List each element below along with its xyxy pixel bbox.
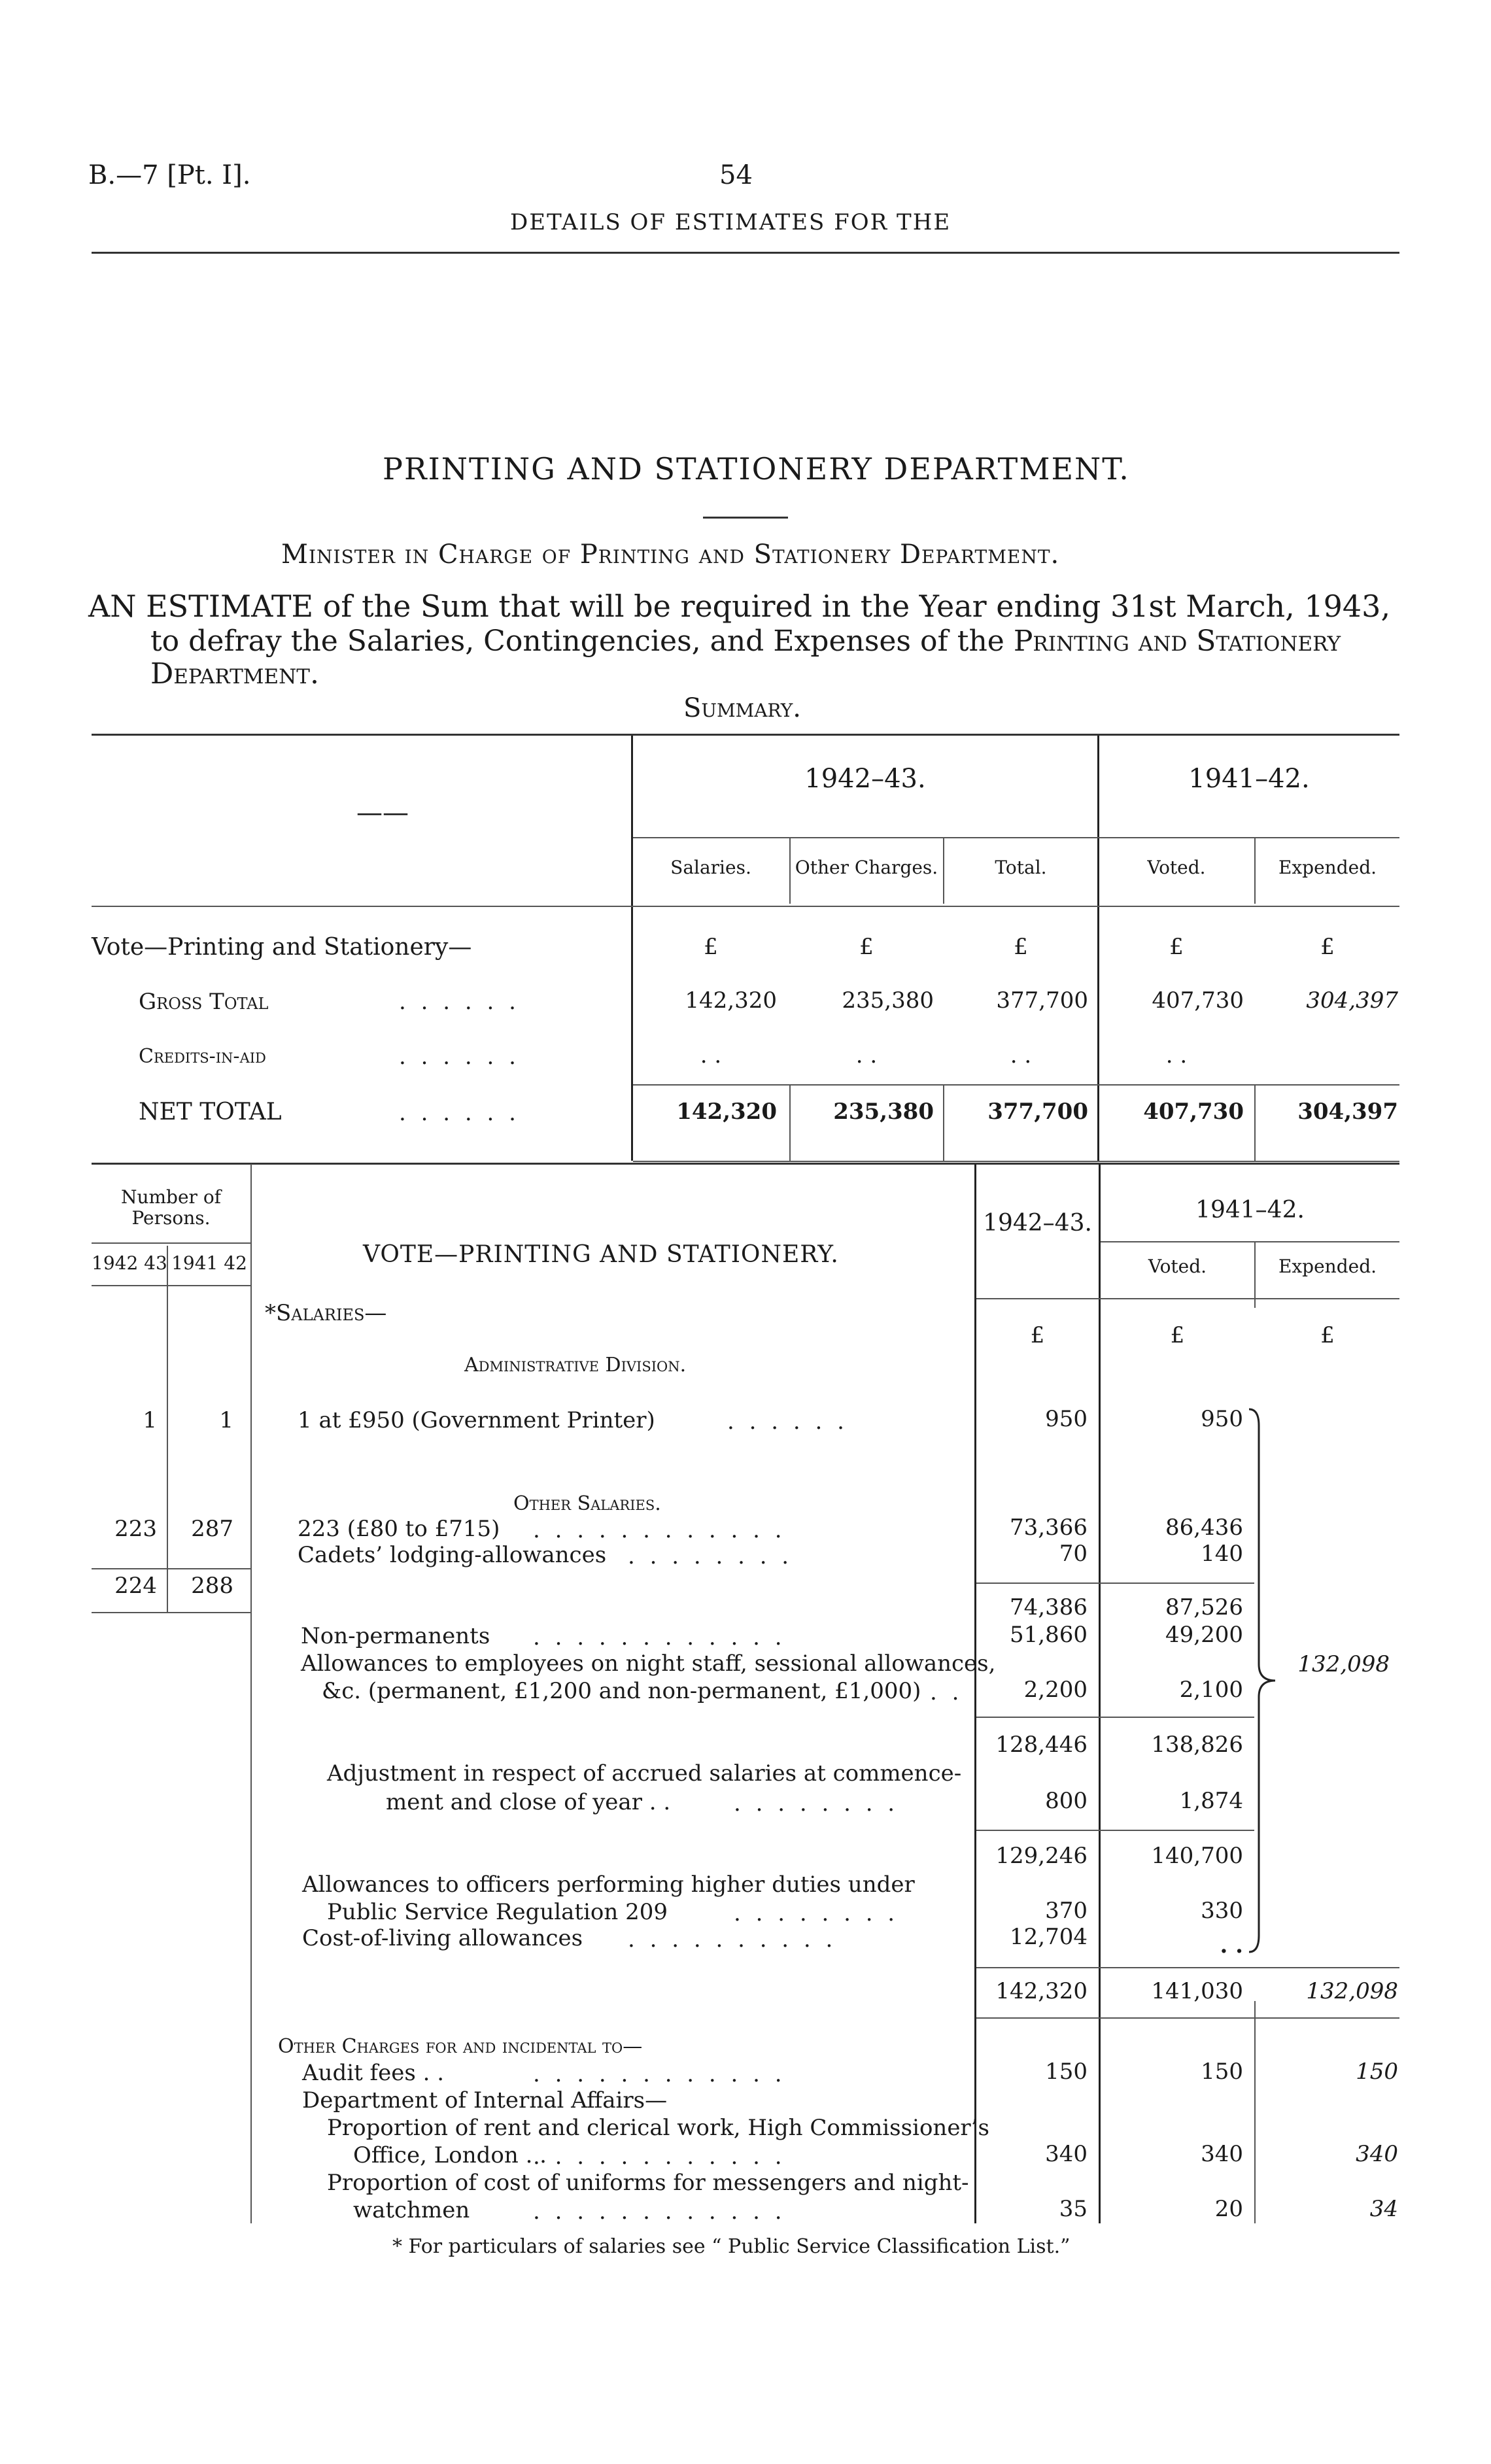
detail-cell-voted: 330 xyxy=(1201,1898,1243,1924)
detail-row-label-cont: Office, London . . xyxy=(353,2142,547,2168)
detail-row-label-cont: watchmen xyxy=(353,2197,470,2223)
summary-currency-salaries: £ xyxy=(704,934,718,960)
summary-cell-voted: 407,730 xyxy=(1143,1099,1244,1125)
detail-cell-voted: 86,436 xyxy=(1165,1514,1243,1541)
salaries-heading: *Salaries— xyxy=(265,1300,387,1326)
detail-cell-voted: 950 xyxy=(1201,1406,1243,1432)
persons-total-1941: 288 xyxy=(191,1573,233,1599)
summary-header-rule xyxy=(92,906,1399,907)
detail-cell-current: 73,366 xyxy=(1010,1514,1088,1541)
summary-year-previous: 1941–42. xyxy=(1188,764,1310,794)
leader-dots: . . xyxy=(930,1679,963,1705)
salaries-total-expended: 132,098 xyxy=(1306,1978,1398,2004)
summary-cell-salaries: 142,320 xyxy=(685,987,777,1014)
summary-cell-other: 235,380 xyxy=(833,1099,934,1125)
detail-col-1942: 1942–43. xyxy=(983,1210,1092,1237)
title-rule xyxy=(703,517,788,519)
running-title: DETAILS OF ESTIMATES FOR THE xyxy=(510,209,951,235)
leader-dots: . . . . . . . . . . . . xyxy=(533,2061,786,2087)
detail-cell-current: 12,704 xyxy=(1010,1924,1088,1950)
detail-subtotal-current: 129,246 xyxy=(995,1843,1088,1869)
summary-subheader-rule xyxy=(633,837,1399,838)
leader-dots: . . . . . . . . . . . . xyxy=(533,1517,786,1543)
detail-cell-current: 800 xyxy=(1045,1788,1088,1814)
summary-cell-voted: 407,730 xyxy=(1152,987,1244,1014)
admin-division-heading: Administrative Division. xyxy=(464,1354,687,1377)
detail-year-rule xyxy=(1101,1241,1399,1242)
minister-line: Minister in Charge of Printing and Stationery Department. xyxy=(281,539,1060,570)
department-title: PRINTING AND STATIONERY DEPARTMENT. xyxy=(383,451,1130,487)
persons-1942: 223 xyxy=(114,1516,157,1542)
summary-vote-label: Vote—Printing and Stationery— xyxy=(92,934,472,961)
summary-cell-expended: 304,397 xyxy=(1297,1099,1398,1125)
footnote: * For particulars of salaries see “ Public Service Classification List.” xyxy=(392,2235,1071,2258)
detail-vline-4 xyxy=(1254,2001,1256,2223)
subtotal-rule xyxy=(976,1830,1254,1831)
persons-year-b: 1941 42 xyxy=(171,1252,247,1274)
leader-dots: . . . . . . . . . . . . xyxy=(533,2144,786,2170)
detail-cell-current: 2,200 xyxy=(1023,1677,1088,1703)
detail-vline-persons xyxy=(250,1164,252,2223)
summary-cell-salaries: . . xyxy=(700,1042,722,1069)
persons-subtotal-rule xyxy=(92,1568,250,1569)
detail-subtotal-current: 74,386 xyxy=(1010,1594,1088,1620)
detail-subtotal-current: 128,446 xyxy=(995,1732,1088,1758)
summary-cell-voted: . . xyxy=(1165,1042,1188,1069)
summary-row-label: Gross Total xyxy=(139,989,269,1015)
summary-currency-total: £ xyxy=(1014,934,1028,960)
salaries-total-rule-top xyxy=(976,1967,1399,1968)
subtotal-rule xyxy=(976,1583,1254,1584)
detail-row-label: Proportion of cost of uniforms for messengers and night- xyxy=(327,2170,969,2196)
summary-cell-total: 377,700 xyxy=(987,1099,1088,1125)
detail-col-expended: Expended. xyxy=(1278,1256,1377,1277)
estimate-line-3: Department. xyxy=(150,657,319,691)
detail-row-label: Cost-of-living allowances xyxy=(302,1925,583,1951)
detail-currency-current: £ xyxy=(1030,1322,1045,1348)
summary-cell-other: . . xyxy=(855,1042,878,1069)
persons-total-1942: 224 xyxy=(114,1573,157,1599)
detail-row-label: Audit fees . . xyxy=(302,2060,445,2086)
salaries-total-voted: 141,030 xyxy=(1151,1978,1243,2004)
detail-cell-current: 950 xyxy=(1045,1406,1088,1432)
detail-cell-voted: 2,100 xyxy=(1179,1677,1243,1703)
summary-col-voted: Voted. xyxy=(1147,857,1206,878)
persons-heading-rule xyxy=(92,1242,250,1244)
detail-cell-current: 150 xyxy=(1045,2059,1088,2085)
summary-year-current: 1942–43. xyxy=(804,764,926,794)
detail-row-label: 223 (£80 to £715) xyxy=(298,1516,500,1542)
detail-cell-expended: 34 xyxy=(1369,2196,1398,2222)
summary-cell-expended: 304,397 xyxy=(1306,987,1398,1014)
summary-col-other: Other Charges. xyxy=(795,857,938,878)
detail-row-label-cont: &c. (permanent, £1,200 and non-permanent, £1,000) xyxy=(322,1678,921,1704)
summary-cell-other: 235,380 xyxy=(842,987,934,1014)
persons-1941: 1 xyxy=(219,1407,233,1433)
leader-dots: . . . . . . . . . . . . xyxy=(533,1624,786,1651)
detail-cell-current: 35 xyxy=(1059,2196,1088,2222)
bracket-expended-value: 132,098 xyxy=(1297,1651,1390,1677)
vote-title: VOTE—PRINTING AND STATIONERY. xyxy=(363,1241,839,1268)
detail-cell-voted: 340 xyxy=(1201,2141,1243,2167)
leader-dots: . . . . . . . . . . xyxy=(628,1926,837,1953)
leader-dots: . . . . . . . . . . . . xyxy=(533,2199,786,2225)
other-salaries-heading: Other Salaries. xyxy=(513,1492,661,1515)
summary-currency-other: £ xyxy=(859,934,874,960)
brace-icon xyxy=(1246,1406,1285,1955)
subtotal-rule xyxy=(976,1717,1254,1718)
other-charges-heading: Other Charges for and incidental to— xyxy=(278,2035,643,2058)
salaries-total-current: 142,320 xyxy=(995,1978,1088,2004)
page-number: 54 xyxy=(719,160,753,190)
summary-col-total: Total. xyxy=(995,857,1047,878)
summary-bottom-rule xyxy=(633,1161,1399,1162)
detail-row-label: Proportion of rent and clerical work, High Commissioner’s xyxy=(327,2115,989,2141)
detail-currency-expended: £ xyxy=(1320,1322,1335,1348)
estimate-line-1: AN ESTIMATE of the Sum that will be required in the Year ending 31st March, 1943, xyxy=(88,589,1391,624)
detail-cell-expended: 340 xyxy=(1356,2141,1398,2167)
leader-dots: . . . . . . xyxy=(399,1100,520,1126)
detail-row-label-cont: Public Service Regulation 209 xyxy=(327,1899,668,1925)
detail-row-label: Allowances to employees on night staff, sessional allowances, xyxy=(301,1651,996,1677)
detail-header-rule xyxy=(976,1298,1399,1299)
detail-row-label: Non-permanents xyxy=(301,1623,490,1649)
detail-col-voted: Voted. xyxy=(1148,1256,1207,1277)
header-rule xyxy=(92,252,1399,254)
detail-top-rule xyxy=(92,1163,1399,1165)
detail-cell-voted: 49,200 xyxy=(1165,1622,1243,1648)
detail-subtotal-voted: 140,700 xyxy=(1151,1843,1243,1869)
leader-dots: . . . . . . . . xyxy=(734,1900,899,1926)
summary-row-label: NET TOTAL xyxy=(139,1099,282,1125)
summary-row-label: Credits-in-aid xyxy=(139,1045,266,1068)
summary-col-salaries: Salaries. xyxy=(670,857,751,878)
detail-cell-expended: 150 xyxy=(1356,2059,1398,2085)
detail-cell-current: 370 xyxy=(1045,1898,1088,1924)
detail-cell-current: 340 xyxy=(1045,2141,1088,2167)
salaries-total-rule-bottom xyxy=(976,2017,1399,2019)
summary-col-expended: Expended. xyxy=(1278,857,1377,878)
leader-dots: . . . . . . xyxy=(727,1409,848,1435)
summary-cell-total: 377,700 xyxy=(996,987,1088,1014)
detail-row-label: Adjustment in respect of accrued salaries at commence- xyxy=(327,1760,962,1787)
summary-cell-salaries: 142,320 xyxy=(676,1099,777,1125)
estimate-line-2-dept: Printing and Stationery xyxy=(1013,625,1341,658)
detail-col-1941: 1941–42. xyxy=(1195,1197,1305,1223)
detail-cell-current: 70 xyxy=(1059,1541,1088,1567)
summary-title: Summary. xyxy=(683,693,801,723)
detail-cell-voted: 1,874 xyxy=(1179,1788,1243,1814)
detail-cell-voted: . . xyxy=(1220,1932,1243,1959)
leader-dots: . . . . . . xyxy=(399,1044,520,1070)
persons-total-rule xyxy=(92,1612,250,1613)
detail-cell-voted: 150 xyxy=(1201,2059,1243,2085)
detail-cell-voted: 20 xyxy=(1214,2196,1243,2222)
detail-cell-current: 51,860 xyxy=(1010,1622,1088,1648)
leader-dots: . . . . . . . . xyxy=(734,1790,899,1817)
summary-top-rule xyxy=(92,734,1399,736)
persons-heading: Number of Persons. xyxy=(120,1186,222,1229)
persons-1941: 287 xyxy=(191,1516,233,1542)
leader-dots: . . . . . . xyxy=(399,989,520,1015)
detail-cell-voted: 140 xyxy=(1201,1541,1243,1567)
detail-subtotal-voted: 87,526 xyxy=(1165,1594,1243,1620)
persons-1942: 1 xyxy=(143,1407,157,1433)
detail-row-label: 1 at £950 (Government Printer) xyxy=(298,1407,655,1433)
summary-currency-voted: £ xyxy=(1169,934,1184,960)
persons-year-rule xyxy=(92,1285,250,1286)
summary-currency-expended: £ xyxy=(1320,934,1335,960)
summary-dash: —— xyxy=(356,798,409,828)
detail-currency-voted: £ xyxy=(1170,1322,1185,1348)
persons-year-a: 1942 43 xyxy=(92,1252,167,1274)
detail-row-label: Allowances to officers performing higher duties under xyxy=(302,1872,915,1898)
dia-heading: Department of Internal Affairs— xyxy=(302,2087,668,2113)
detail-subtotal-voted: 138,826 xyxy=(1151,1732,1243,1758)
leader-dots: . . . . . . . . xyxy=(628,1543,793,1569)
summary-net-rule xyxy=(633,1084,1399,1086)
summary-cell-total: . . xyxy=(1010,1042,1032,1069)
estimate-line-2-text: to defray the Salaries, Contingencies, and Expenses of the xyxy=(150,625,1014,658)
detail-row-label-cont: ment and close of year . . xyxy=(386,1789,671,1815)
document-reference: B.—7 [Pt. I]. xyxy=(88,160,251,190)
estimate-line-2 xyxy=(150,625,1341,658)
detail-row-label: Cadets’ lodging-allowances xyxy=(298,1542,607,1568)
